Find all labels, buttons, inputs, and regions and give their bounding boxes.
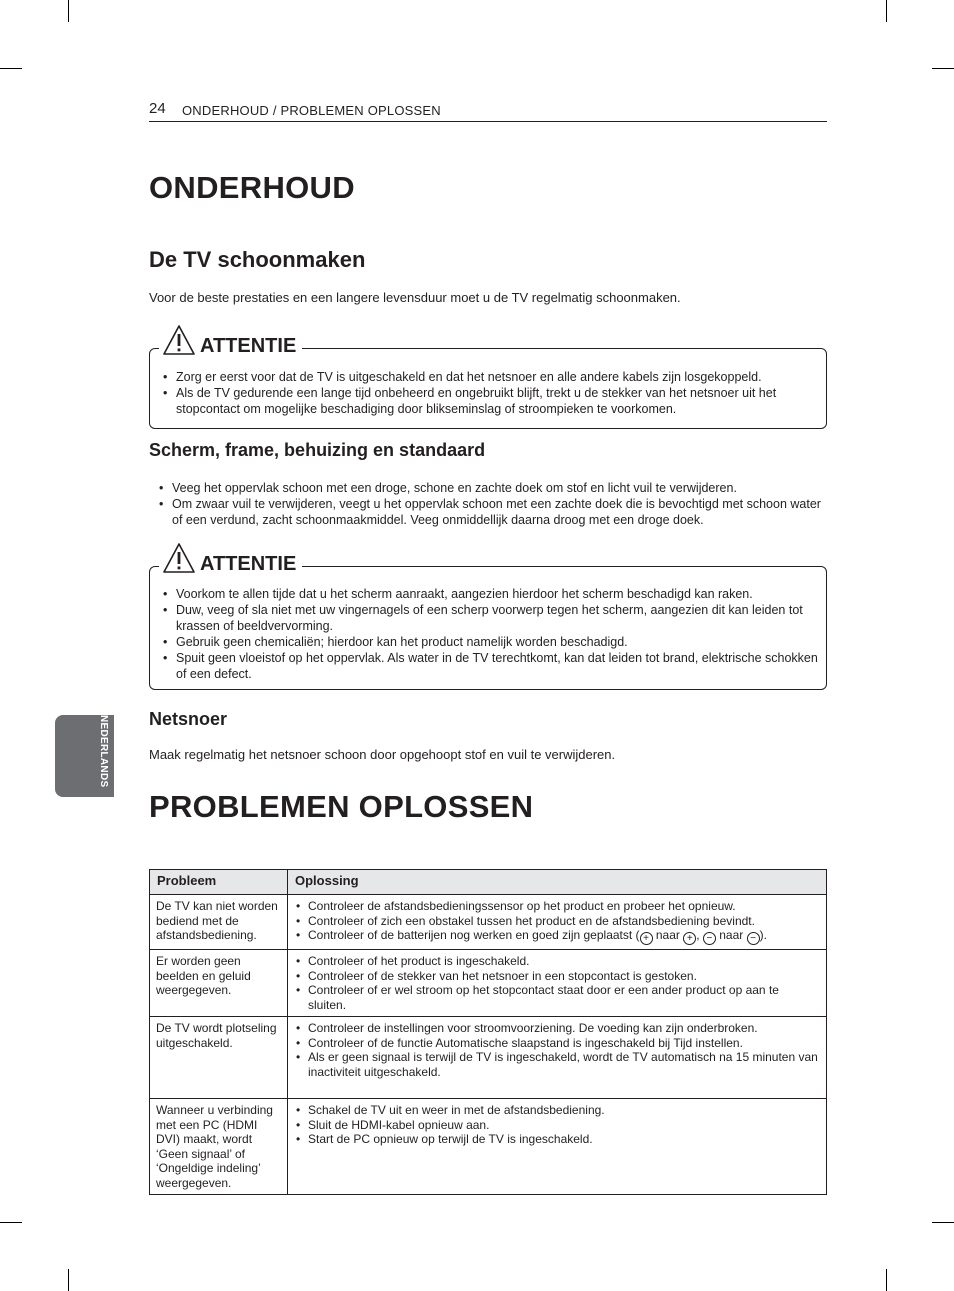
battery-text: ).: [759, 928, 767, 942]
running-title: ONDERHOUD / PROBLEMEN OPLOSSEN: [182, 103, 441, 118]
list-item: • Controleer of de functie Automatische slaapstand is ingeschakeld bij Tijd instellen.: [294, 1036, 820, 1051]
cleaning-intro: Voor de beste prestaties en een langere levensduur moet u de TV regelmatig schoonmaken.: [149, 290, 681, 305]
table-row: [150, 950, 827, 1017]
warning-triangle-icon: [162, 542, 196, 574]
running-header: [149, 100, 827, 122]
heading-tv-cleaning: De TV schoonmaken: [149, 247, 366, 272]
problem-cell: Er worden geen beelden en geluid weergegeven.: [150, 950, 288, 1017]
list-item: • Zorg er eerst voor dat de TV is uitgeschakeld en dat het netsnoer en alle andere kabels zijn losgekoppeld.: [163, 369, 818, 385]
caution-header: [159, 542, 302, 574]
crop-mark: [0, 1222, 22, 1223]
list-item: • Schakel de TV uit en weer in met de afstandsbediening.: [294, 1103, 820, 1118]
list-item: • Controleer de instellingen voor stroomvoorziening. De voeding kan zijn onderbroken.: [294, 1021, 820, 1036]
list-item: • Controleer of de stekker van het netsnoer in een stopcontact is gestoken.: [294, 969, 820, 984]
section-title-onderhoud: ONDERHOUD: [149, 170, 355, 205]
list-item: • Als er geen signaal is terwijl de TV is ingeschakeld, wordt de TV automatisch na 15 minuten van inactiviteit uitgeschakeld.: [294, 1050, 820, 1079]
caution-list: [163, 586, 818, 682]
list-item: • Controleer de afstandsbedieningssensor op het product en probeer het opnieuw.: [294, 899, 820, 914]
list-item: • Sluit de HDMI-kabel opnieuw aan.: [294, 1118, 820, 1133]
plus-terminal-icon: +: [640, 932, 653, 945]
crop-mark: [886, 1269, 887, 1291]
list-item: • Voorkom te allen tijde dat u het scherm aanraakt, aangezien hierdoor het scherm beschadigd kan raken.: [163, 586, 818, 602]
minus-terminal-icon: −: [747, 932, 760, 945]
crop-mark: [932, 68, 954, 69]
solution-cell: [288, 1017, 827, 1099]
crop-mark: [68, 1269, 69, 1291]
table-row: [150, 1017, 827, 1099]
list-item: • Duw, veeg of sla niet met uw vingernagels of een scherp voorwerp tegen het scherm, aangezien dit kan leiden tot krassen of beeldvervorming.: [163, 602, 818, 634]
caution-list: [163, 369, 818, 417]
solution-cell: [288, 1099, 827, 1195]
screen-cleaning-list: [159, 480, 827, 528]
problem-cell: De TV kan niet worden bediend met de afstandsbediening.: [150, 895, 288, 950]
power-cord-text: Maak regelmatig het netsnoer schoon door opgehoopt stof en vuil te verwijderen.: [149, 747, 616, 762]
problem-cell: De TV wordt plotseling uitgeschakeld.: [150, 1017, 288, 1099]
list-item: • Controleer of het product is ingeschakeld.: [294, 954, 820, 969]
caution-header: [159, 324, 302, 356]
list-item: • Veeg het oppervlak schoon met een droge, schone en zachte doek om stof en licht vuil te verwijderen.: [159, 480, 827, 496]
crop-mark: [932, 1222, 954, 1223]
heading-power-cord: Netsnoer: [149, 709, 228, 729]
battery-text: ,: [696, 928, 703, 942]
problem-cell: Wanneer u verbinding met een PC (HDMI DVI) maakt, wordt ‘Geen signaal’ of ‘Ongeldige indeling’ weergegeven.: [150, 1099, 288, 1195]
minus-terminal-icon: −: [703, 932, 716, 945]
table-row: [150, 1099, 827, 1195]
list-item: [294, 928, 820, 945]
table-header-row: [150, 870, 827, 895]
battery-text: naar: [715, 928, 747, 942]
battery-text: naar: [652, 928, 684, 942]
page-number: 24: [149, 100, 166, 117]
solution-cell: [288, 950, 827, 1017]
crop-mark: [886, 0, 887, 22]
troubleshooting-table: [149, 869, 827, 1195]
heading-screen-frame: Scherm, frame, behuizing en standaard: [149, 440, 486, 460]
caution-title: ATTENTIE: [200, 553, 297, 575]
crop-mark: [68, 0, 69, 22]
section-title-troubleshooting: PROBLEMEN OPLOSSEN: [149, 789, 534, 824]
crop-mark: [0, 68, 22, 69]
list-item: • Controleer of er wel stroom op het stopcontact staat door er een ander product op aan te sluiten.: [294, 983, 820, 1012]
list-item: • Spuit geen vloeistof op het oppervlak. Als water in de TV terechtkomt, kan dat leiden tot brand, elektrische schokken of een defect.: [163, 650, 818, 682]
list-item: • Om zwaar vuil te verwijderen, veegt u het oppervlak schoon met een zachte doek die is bevochtigd met schoon water of een verdund, zacht schoonmaakmiddel. Veeg onmiddellijk daarna droog met een droge doek.: [159, 496, 827, 528]
list-item: • Als de TV gedurende een lange tijd onbeheerd en ongebruikt blijft, trekt u de stekker van het netsnoer uit het stopcontact om mogelijke beschadiging door blikseminslag of stroompieken te voorkomen.: [163, 385, 818, 417]
column-header-problem: Probleem: [150, 870, 288, 895]
battery-text: Controleer of de batterijen nog werken en goed zijn geplaatst (: [308, 928, 640, 942]
caution-title: ATTENTIE: [200, 335, 297, 357]
list-item: • Controleer of zich een obstakel tussen het product en de afstandsbediening bevindt.: [294, 914, 820, 929]
column-header-solution: Oplossing: [288, 870, 827, 895]
solution-cell: [288, 895, 827, 950]
warning-triangle-icon: [162, 324, 196, 356]
list-item: • Gebruik geen chemicaliën; hierdoor kan het product namelijk worden beschadigd.: [163, 634, 818, 650]
language-side-tab-label: NEDERLANDS: [98, 715, 109, 788]
plus-terminal-icon: +: [683, 932, 696, 945]
list-item: • Start de PC opnieuw op terwijl de TV is ingeschakeld.: [294, 1132, 820, 1147]
table-row: [150, 895, 827, 950]
